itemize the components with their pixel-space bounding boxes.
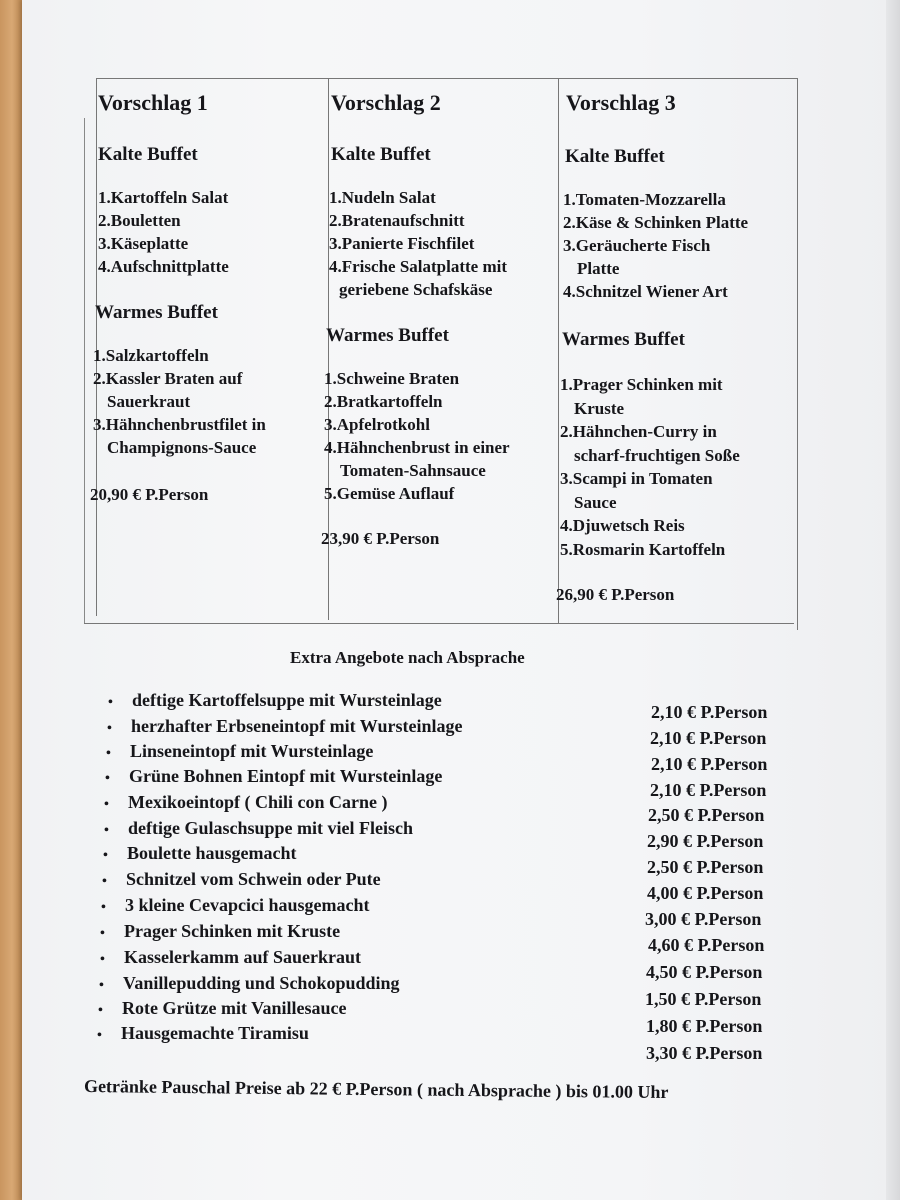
table-border-bottom (84, 623, 794, 624)
list-item: 4.Djuwetsch Reis (560, 516, 685, 535)
list-item: 3.Scampi in Tomaten (560, 469, 713, 488)
list-item (107, 716, 462, 737)
list-item: 3.Käseplatte (98, 234, 189, 253)
warm-buffet-list (560, 373, 748, 561)
column-vorschlag-1 (90, 82, 266, 505)
bullet-icon: • (97, 1028, 102, 1043)
bullet-icon: • (105, 771, 110, 786)
bullet-icon: • (102, 874, 107, 889)
extra-item-name: Linseneintopf mit Wursteinlage (130, 741, 374, 761)
extra-item-name: Prager Schinken mit Kruste (124, 921, 341, 941)
list-item: 4.Aufschnittplatte (98, 257, 229, 276)
list-item-continuation: Sauce (574, 492, 617, 512)
list-item-continuation: Champignons-Sauce (107, 438, 257, 457)
list-item (103, 843, 297, 864)
list-item (101, 895, 370, 916)
list-item: 2.Bratkartoffeln (324, 392, 443, 411)
cold-buffet-title: Kalte Buffet (331, 144, 431, 165)
drinks-flat-rate-note: Getränke Pauschal Preise ab 22 € P.Person ( nach Absprache ) bis 01.00 Uhr (83, 1076, 669, 1103)
list-item-continuation: Sauerkraut (107, 392, 191, 411)
bullet-icon: • (100, 926, 105, 941)
cold-buffet-list (329, 186, 510, 301)
extra-item-name: deftige Kartoffelsuppe mit Wursteinlage (132, 690, 442, 710)
extra-item-name: Hausgemachte Tiramisu (121, 1023, 309, 1043)
list-item-continuation: scharf-fruchtigen Soße (574, 445, 740, 465)
list-item (99, 973, 400, 994)
table-divider-2 (558, 78, 559, 624)
column-vorschlag-2 (321, 82, 510, 549)
warm-buffet-list (93, 344, 266, 459)
price-per-person: 23,90 € P.Person (321, 529, 440, 548)
warm-buffet-title: Warmes Buffet (562, 329, 685, 350)
price-per-person: 26,90 € P.Person (556, 585, 675, 604)
extra-item-name: 3 kleine Cevapcici hausgemacht (125, 895, 370, 915)
warm-buffet-list (324, 367, 510, 505)
bullet-icon: • (100, 952, 105, 967)
extras-title: Extra Angebote nach Absprache (290, 648, 525, 667)
extra-item-price: 2,50 € P.Person (647, 857, 764, 877)
list-item-continuation: Platte (577, 259, 620, 278)
extra-item-price: 2,10 € P.Person (650, 780, 767, 800)
list-item: 5.Rosmarin Kartoffeln (560, 539, 726, 559)
extra-item-name: Kasselerkamm auf Sauerkraut (124, 947, 361, 967)
list-item: 5.Gemüse Auflauf (324, 484, 455, 503)
warm-buffet-title: Warmes Buffet (95, 302, 218, 323)
warm-buffet-title: Warmes Buffet (326, 325, 449, 346)
extra-item-price: 2,90 € P.Person (647, 831, 764, 851)
list-item (106, 741, 373, 762)
bullet-icon: • (104, 797, 109, 812)
extra-item-price: 2,10 € P.Person (650, 728, 767, 748)
price-per-person: 20,90 € P.Person (90, 485, 209, 504)
column-heading: Vorschlag 2 (331, 90, 441, 115)
list-item (104, 792, 387, 813)
list-item: 1.Kartoffeln Salat (98, 188, 229, 207)
list-item: 4.Hähnchenbrust in einer (324, 438, 510, 457)
table-border-left (84, 118, 85, 623)
bullet-icon: • (106, 746, 111, 761)
list-item (108, 690, 442, 711)
extra-item-name: Schnitzel vom Schwein oder Pute (126, 869, 381, 889)
list-item: 3.Geräucherte Fisch (563, 236, 711, 255)
column-vorschlag-3 (556, 82, 749, 605)
bullet-icon: • (108, 695, 113, 710)
bullet-icon: • (99, 978, 104, 993)
list-item: 4.Schnitzel Wiener Art (563, 282, 728, 301)
extra-item-price: 4,50 € P.Person (646, 962, 763, 982)
list-item (100, 947, 361, 968)
list-item: 2.Kassler Braten auf (93, 369, 243, 388)
extra-item-name: deftige Gulaschsuppe mit viel Fleisch (128, 818, 413, 838)
list-item: 1.Tomaten-Mozzarella (563, 190, 726, 209)
list-item: 3.Apfelrotkohl (324, 415, 430, 434)
column-heading: Vorschlag 1 (98, 90, 208, 115)
paper-edge (886, 0, 900, 1200)
extra-item-name: Grüne Bohnen Eintopf mit Wursteinlage (129, 766, 443, 786)
extra-item-price: 2,10 € P.Person (651, 702, 768, 722)
list-item (105, 766, 442, 787)
extra-item-price: 2,50 € P.Person (648, 805, 765, 825)
list-item: 2.Hähnchen-Curry in (560, 422, 717, 441)
list-item: 3.Hähnchenbrustfilet in (93, 415, 266, 434)
list-item (102, 869, 381, 890)
extra-item-name: Boulette hausgemacht (127, 843, 297, 863)
list-item (104, 818, 413, 839)
column-heading: Vorschlag 3 (566, 90, 676, 115)
extra-item-name: Mexikoeintopf ( Chili con Carne ) (128, 792, 388, 812)
list-item: 1.Nudeln Salat (329, 188, 436, 207)
list-item (98, 998, 346, 1019)
table-border-right (797, 78, 798, 630)
list-item-continuation: Tomaten-Sahnsauce (340, 461, 486, 480)
extra-item-price: 3,30 € P.Person (646, 1043, 763, 1063)
cold-buffet-list (563, 188, 748, 303)
extra-item-price: 1,80 € P.Person (646, 1016, 763, 1036)
cold-buffet-title: Kalte Buffet (98, 144, 198, 165)
extra-item-price: 3,00 € P.Person (645, 909, 762, 929)
list-item: 2.Käse & Schinken Platte (563, 213, 749, 232)
list-item: 2.Bratenaufschnitt (329, 211, 465, 230)
list-item: 3.Panierte Fischfilet (329, 234, 475, 253)
bullet-icon: • (104, 823, 109, 838)
list-item (97, 1023, 309, 1044)
extra-item-name: Rote Grütze mit Vanillesauce (122, 998, 347, 1018)
list-item: 1.Prager Schinken mit (560, 375, 723, 394)
list-item: 4.Frische Salatplatte mit (329, 257, 507, 276)
bullet-icon: • (107, 721, 112, 736)
cold-buffet-title: Kalte Buffet (565, 146, 665, 167)
list-item: 1.Salzkartoffeln (93, 346, 209, 365)
list-item: 2.Bouletten (98, 211, 181, 230)
extra-item-name: Vanillepudding und Schokopudding (123, 973, 400, 993)
extra-item-price: 4,00 € P.Person (647, 883, 764, 903)
cold-buffet-list (98, 186, 266, 278)
extra-item-price: 1,50 € P.Person (645, 989, 762, 1009)
bullet-icon: • (101, 900, 106, 915)
extra-item-price: 2,10 € P.Person (651, 754, 768, 774)
extra-item-name: herzhafter Erbseneintopf mit Wursteinlage (131, 716, 463, 736)
list-item: 1.Schweine Braten (324, 369, 460, 388)
bullet-icon: • (98, 1003, 103, 1018)
list-item-continuation: Kruste (574, 398, 625, 418)
list-item (100, 921, 340, 942)
table-border-top (96, 78, 798, 79)
list-item-continuation: geriebene Schafskäse (339, 280, 493, 299)
bullet-icon: • (103, 848, 108, 863)
extra-item-price: 4,60 € P.Person (648, 935, 765, 955)
